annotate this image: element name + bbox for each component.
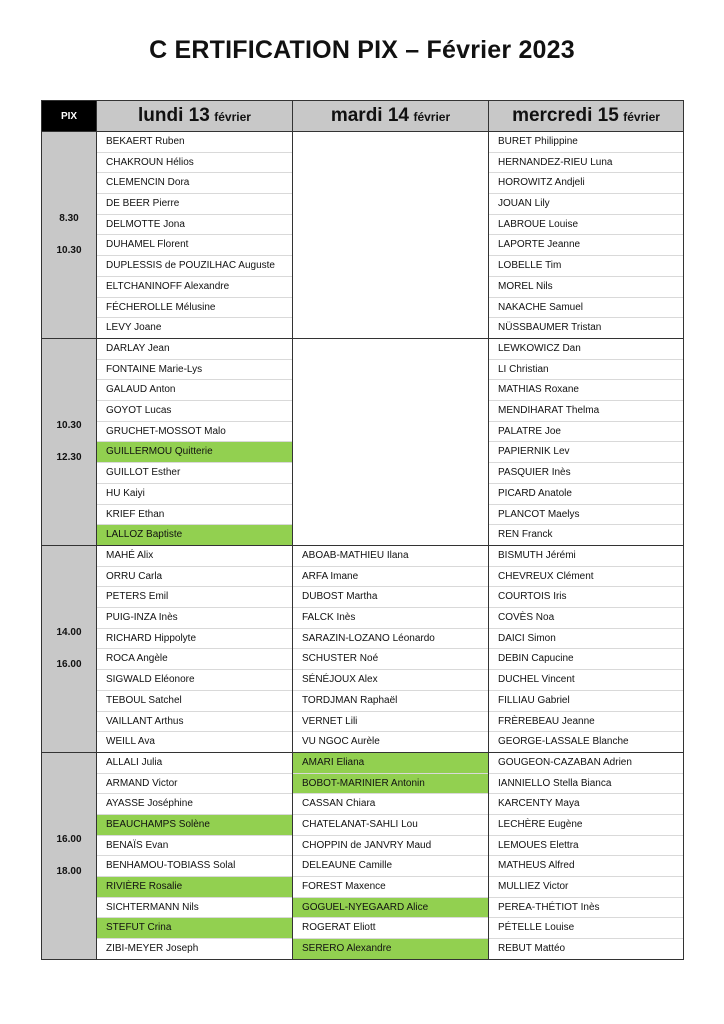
student-name: BEKAERT Ruben (97, 132, 292, 153)
student-name: GALAUD Anton (97, 380, 292, 401)
student-name: PALATRE Joe (489, 422, 683, 443)
student-name: LEWKOWICZ Dan (489, 339, 683, 360)
student-name: COVÈS Noa (489, 608, 683, 629)
student-name: DUBOST Martha (293, 587, 488, 608)
student-name: LI Christian (489, 360, 683, 381)
student-name: TORDJMAN Raphaël (293, 691, 488, 712)
student-name: VU NGOC Aurèle (302, 736, 380, 748)
student-name: CHAKROUN Hélios (97, 153, 292, 174)
student-name: FOREST Maxence (293, 877, 488, 898)
time-start: 16.00 (56, 833, 82, 845)
month-name: février (214, 110, 251, 124)
student-name: LEMOUES Elettra (489, 836, 683, 857)
student-name: LOBELLE Tim (489, 256, 683, 277)
time-slot-row (42, 132, 684, 339)
student-name: REN Franck (498, 529, 553, 541)
student-name: LABROUE Louise (489, 215, 683, 236)
student-name: ABOAB-MATHIEU Ilana (293, 546, 488, 567)
time-end: 10.30 (56, 245, 82, 256)
student-name: HOROWITZ Andjeli (489, 173, 683, 194)
time-slot-row (42, 752, 684, 959)
student-name: KARCENTY Maya (489, 794, 683, 815)
student-name: BOBOT-MARINIER Antonin (293, 774, 488, 795)
student-name: ARMAND Victor (97, 774, 292, 795)
student-name: DELMOTTE Jona (97, 215, 292, 236)
student-name: DE BEER Pierre (97, 194, 292, 215)
day-name: lundi 13 (138, 105, 210, 126)
student-name: ZIBI-MEYER Joseph (106, 943, 199, 955)
student-name: COURTOIS Iris (489, 587, 683, 608)
student-name: MAHÉ Alix (97, 546, 292, 567)
student-name: DUCHEL Vincent (489, 670, 683, 691)
student-name: MULLIEZ Victor (489, 877, 683, 898)
time-end: 16.00 (56, 658, 82, 670)
time-start: 14.00 (56, 626, 82, 638)
student-name: FRÈREBEAU Jeanne (489, 712, 683, 733)
student-name: LAPORTE Jeanne (489, 235, 683, 256)
student-name: SIGWALD Eléonore (97, 670, 292, 691)
pix-label: PIX (42, 101, 97, 132)
student-name: PETERS Emil (97, 587, 292, 608)
student-name: ALLALI Julia (97, 753, 292, 774)
student-name: SÉNÉJOUX Alex (293, 670, 488, 691)
time-end: 12.30 (56, 452, 82, 463)
student-name: DEBIN Capucine (489, 649, 683, 670)
student-name: FÉCHEROLLE Mélusine (97, 298, 292, 319)
time-start: 8.30 (59, 213, 79, 224)
time-slot-row (42, 339, 684, 546)
time-slot-label (42, 132, 97, 339)
student-name: LECHÈRE Eugène (489, 815, 683, 836)
day-cell (97, 339, 293, 546)
student-name: BEAUCHAMPS Solène (97, 815, 292, 836)
student-name: HU Kaiyi (97, 484, 292, 505)
schedule-body (42, 132, 684, 960)
student-name: PAPIERNIK Lev (489, 442, 683, 463)
student-name: SARAZIN-LOZANO Léonardo (293, 629, 488, 650)
student-name: HERNANDEZ-RIEU Luna (489, 153, 683, 174)
student-name: FONTAINE Marie-Lys (97, 360, 292, 381)
header-row (42, 101, 684, 132)
student-name: RIVIÈRE Rosalie (97, 877, 292, 898)
day-cell (97, 752, 293, 959)
student-name: ROCA Angèle (97, 649, 292, 670)
student-name: RICHARD Hippolyte (97, 629, 292, 650)
student-name: ARFA Imane (293, 567, 488, 588)
student-name: GOUGEON-CAZABAN Adrien (489, 753, 683, 774)
student-name: STEFUT Crina (97, 918, 292, 939)
student-name: DUPLESSIS de POUZILHAC Auguste (97, 256, 292, 277)
schedule-table (41, 100, 684, 960)
student-name: GUILLERMOU Quitterie (97, 442, 292, 463)
student-name: DELEAUNE Camille (293, 856, 488, 877)
student-name: AYASSE Joséphine (97, 794, 292, 815)
student-name: VAILLANT Arthus (97, 712, 292, 733)
student-name: CHOPPIN de JANVRY Maud (293, 836, 488, 857)
student-name: KRIEF Ethan (97, 505, 292, 526)
day-cell (293, 752, 489, 959)
student-name: SCHUSTER Noé (293, 649, 488, 670)
page-title: C ERTIFICATION PIX – Février 2023 (149, 36, 575, 64)
student-name: MATHIAS Roxane (489, 380, 683, 401)
student-name: BISMUTH Jérémi (489, 546, 683, 567)
day-header-monday (97, 101, 293, 132)
day-name: mercredi 15 (512, 105, 619, 126)
time-slot-label (42, 339, 97, 546)
student-name: ORRU Carla (97, 567, 292, 588)
day-cell (97, 132, 293, 339)
student-name: VERNET Lili (293, 712, 488, 733)
student-name: BURET Philippine (489, 132, 683, 153)
time-slot-label (42, 752, 97, 959)
time-start: 10.30 (56, 420, 82, 431)
student-name: FALCK Inès (293, 608, 488, 629)
student-name: CHEVREUX Clément (489, 567, 683, 588)
student-name: SERERO Alexandre (293, 939, 488, 959)
student-name: ELTCHANINOFF Alexandre (97, 277, 292, 298)
student-name: DARLAY Jean (97, 339, 292, 360)
day-cell (489, 546, 684, 753)
day-header-tuesday (293, 101, 489, 132)
student-name: TEBOUL Satchel (97, 691, 292, 712)
student-name: MATHEUS Alfred (489, 856, 683, 877)
student-name: BENAÏS Evan (97, 836, 292, 857)
day-header-wednesday (489, 101, 684, 132)
student-name: GOGUEL-NYEGAARD Alice (293, 898, 488, 919)
student-name: LEVY Joane (106, 322, 162, 334)
student-name: WEILL Ava (106, 736, 155, 748)
student-name: SICHTERMANN Nils (97, 898, 292, 919)
day-cell (293, 339, 489, 546)
student-name: GUILLOT Esther (97, 463, 292, 484)
student-name: PICARD Anatole (489, 484, 683, 505)
student-name: PÉTELLE Louise (489, 918, 683, 939)
student-name: BENHAMOU-TOBIASS Solal (97, 856, 292, 877)
student-name: GOYOT Lucas (97, 401, 292, 422)
student-name: AMARI Eliana (293, 753, 488, 774)
time-slot-label (42, 546, 97, 753)
month-name: février (413, 110, 451, 124)
time-slot-row (42, 546, 684, 753)
student-name: PLANCOT Maelys (489, 505, 683, 526)
student-name: NÜSSBAUMER Tristan (498, 322, 602, 334)
student-name: MOREL Nils (489, 277, 683, 298)
student-name: DUHAMEL Florent (97, 235, 292, 256)
day-cell (97, 546, 293, 753)
day-cell (293, 546, 489, 753)
student-name: DAICI Simon (489, 629, 683, 650)
day-name: mardi 14 (330, 105, 409, 126)
student-name: PUIG-INZA Inès (97, 608, 292, 629)
month-name: février (623, 110, 660, 124)
day-cell (293, 132, 489, 339)
student-name: CHATELANAT-SAHLI Lou (293, 815, 488, 836)
student-name: CLEMENCIN Dora (97, 173, 292, 194)
day-cell (489, 339, 684, 546)
time-end: 18.00 (56, 865, 82, 877)
day-cell (489, 752, 684, 959)
day-cell (489, 132, 684, 339)
student-name: NAKACHE Samuel (489, 298, 683, 319)
student-name: MENDIHARAT Thelma (489, 401, 683, 422)
student-name: REBUT Mattéo (498, 943, 566, 955)
student-name: ROGERAT Eliott (293, 918, 488, 939)
student-name: CASSAN Chiara (293, 794, 488, 815)
student-name: FILLIAU Gabriel (489, 691, 683, 712)
student-name: PEREA-THÉTIOT Inès (489, 898, 683, 919)
student-name: GEORGE-LASSALE Blanche (498, 736, 629, 748)
student-name: JOUAN Lily (489, 194, 683, 215)
student-name: PASQUIER Inès (489, 463, 683, 484)
student-name: GRUCHET-MOSSOT Malo (97, 422, 292, 443)
student-name: IANNIELLO Stella Bianca (489, 774, 683, 795)
student-name: LALLOZ Baptiste (97, 525, 292, 545)
